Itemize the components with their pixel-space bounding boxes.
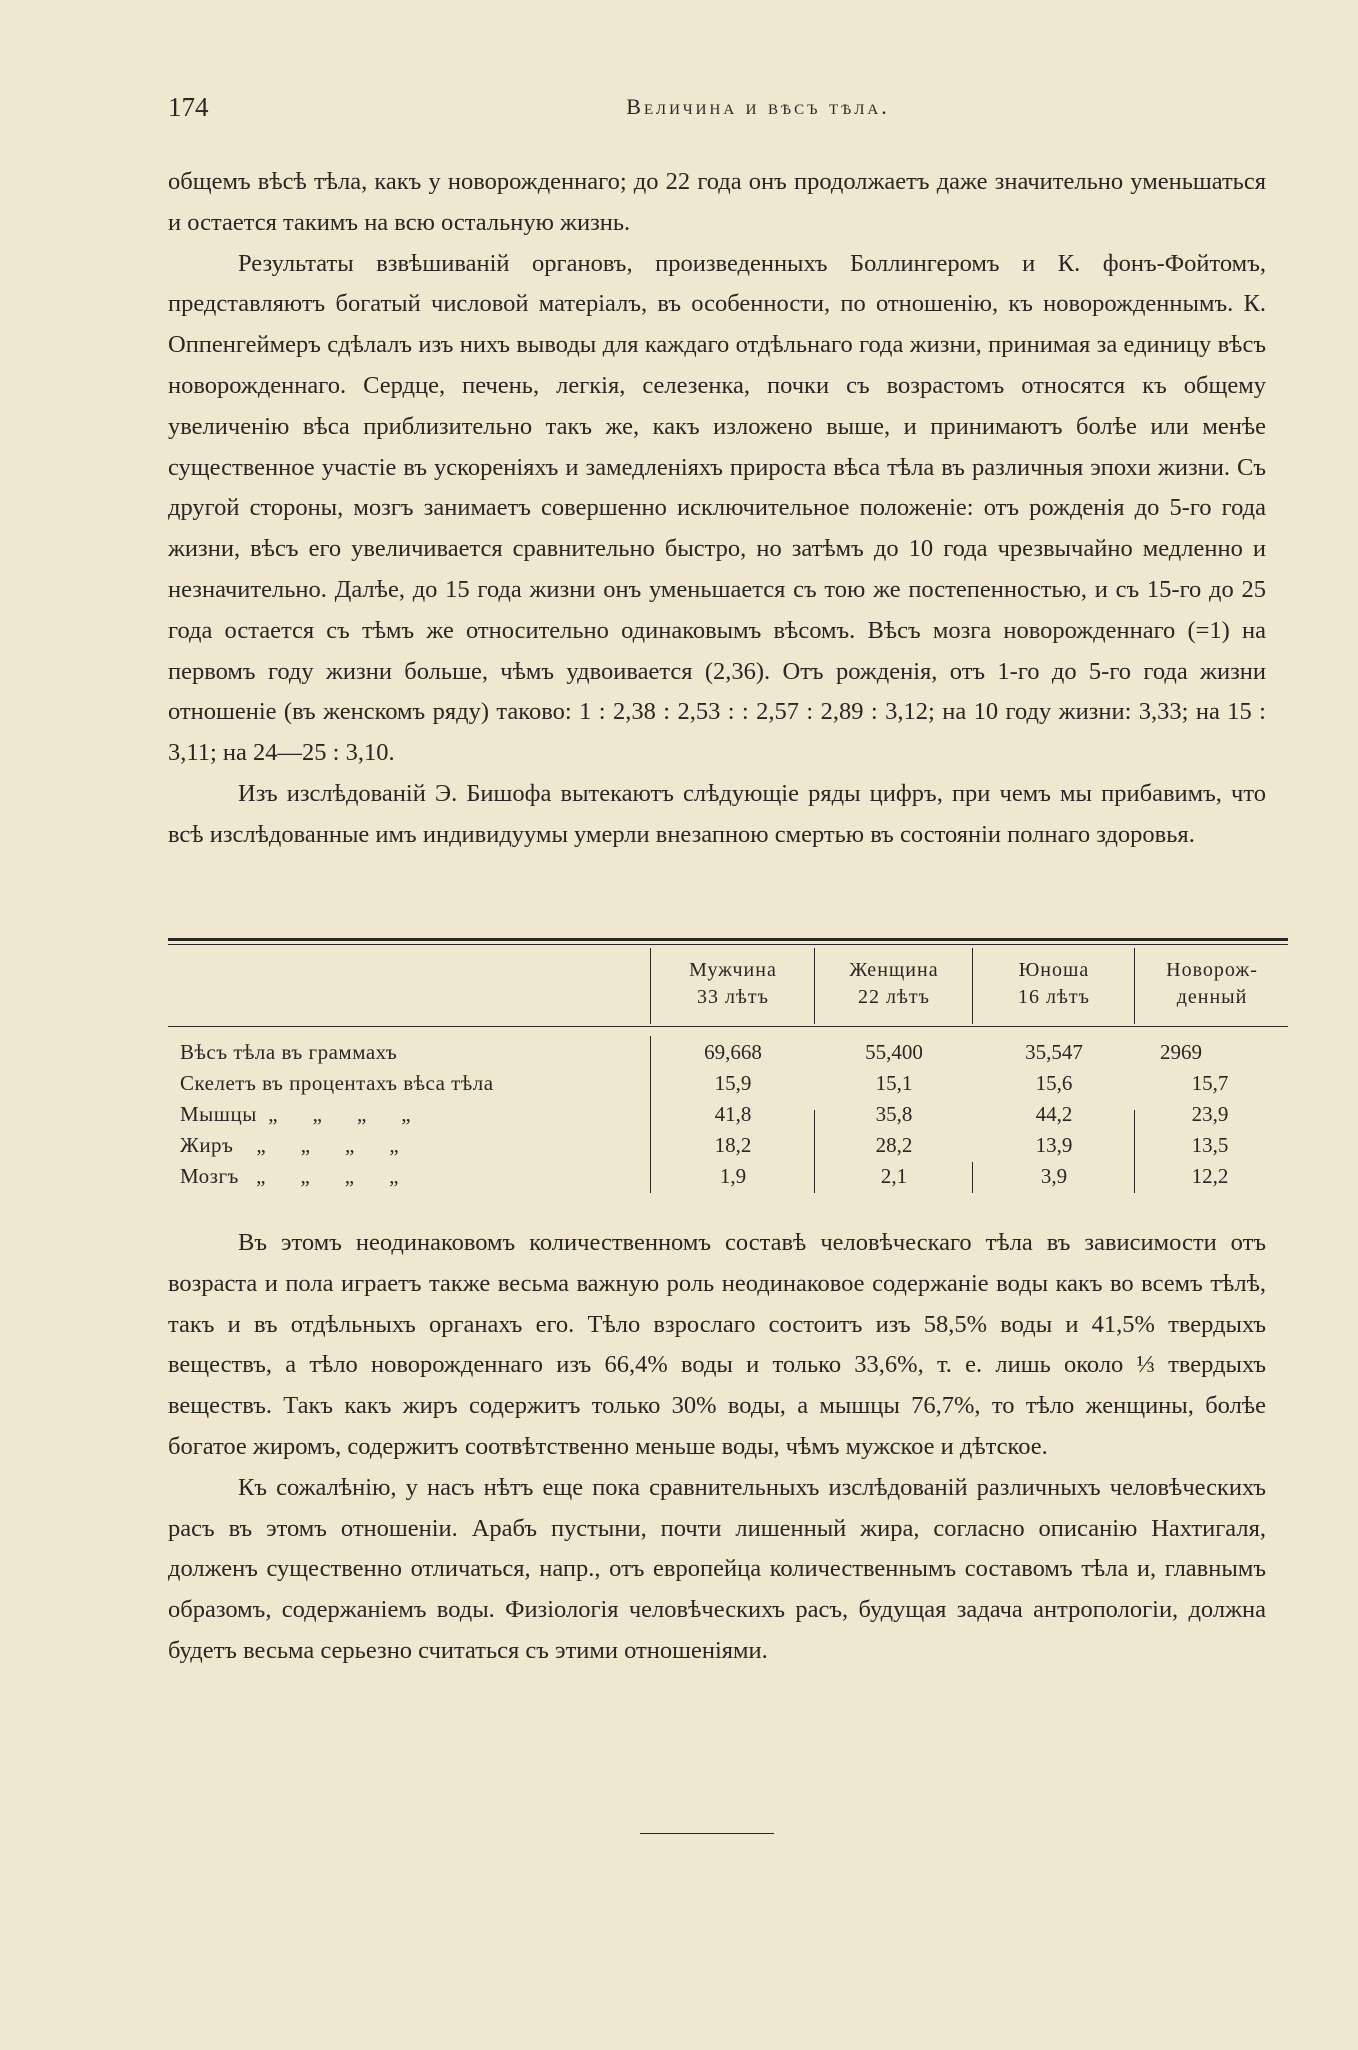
column-divider: [814, 1110, 815, 1193]
table-cell: 13,5: [1191, 1133, 1229, 1157]
table-cell: 35,8: [875, 1102, 913, 1126]
table-top-rule: [168, 938, 1288, 941]
table-cell: 15,7: [1191, 1071, 1229, 1095]
table-cell: 2969: [1160, 1040, 1202, 1064]
row-label: Жиръ „ „ „ „: [180, 1133, 400, 1157]
paragraph: Результаты взвѣшиваній органовъ, произведенныхъ Боллингеромъ и К. фонъ-Фойтомъ, представляютъ богатый числовой матеріалъ, въ особенности, по отношенію, къ новорожденнымъ. К. Оппенгеймеръ сдѣлалъ изъ нихъ выводы для каждаго отдѣльнаго года жизни, принимая за единицу вѣсъ новорожденнаго. Сердце, печень, легкія, селезенка, почки съ возрастомъ относятся къ общему увеличенію вѣса приблизительно такъ же, какъ изложено выше, и принимаютъ болѣе или менѣе существенное участіе въ ускореніяхъ и замедленіяхъ прироста вѣса тѣла въ различныя эпохи жизни. Съ другой стороны, мозгъ занимаетъ совершенно исключительное положеніе: отъ рожденія до 5-го года жизни, вѣсъ его увеличивается сравнительно быстро, но затѣмъ до 10 года чрезвычайно медленно и незначительно. Далѣе, до 15 года жизни онъ уменьшается съ тою же постепенностью, и съ 15-го до 25 года остается съ тѣмъ же относительно одинаковымъ вѣсомъ. Вѣсъ мозга новорожденнаго (=1) на первомъ году жизни больше, чѣмъ удвоивается (2,36). Отъ рожденія, отъ 1-го до 5-го года жизни отношеніе (въ женскомъ ряду) таково: 1 : 2,38 : 2,53 : : 2,57 : 2,89 : 3,12; на 10 году жизни: 3,33; на 15 : 3,11; на 24—25 : 3,10.: [168, 249, 1266, 767]
column-header-man: Мужчина 33 лѣтъ: [689, 959, 777, 1008]
row-label: Вѣсъ тѣла въ граммахъ: [180, 1040, 398, 1064]
column-divider: [814, 948, 815, 1024]
table-cell: 3,9: [1040, 1164, 1068, 1188]
page-header: [168, 92, 1268, 132]
column-divider: [650, 948, 651, 1024]
end-rule: [640, 1833, 774, 1834]
paragraph: общемъ вѣсѣ тѣла, какъ у новорожденнаго; до 22 года онъ продолжаетъ даже значительно уменьшаться и остается такимъ на всю остальную жизнь.: [168, 168, 1266, 236]
table-cell: 28,2: [875, 1133, 913, 1157]
table-cell: 23,9: [1191, 1102, 1229, 1126]
text-block-top: [168, 162, 1266, 856]
page-number: 174: [168, 92, 209, 122]
table-top-rule-thin: [168, 944, 1288, 945]
table-cell: 35,547: [1025, 1040, 1083, 1064]
table-cell: 41,8: [714, 1102, 752, 1126]
paragraph: Изъ изслѣдованій Э. Бишофа вытекаютъ слѣдующіе ряды цифръ, при чемъ мы прибавимъ, что всѣ изслѣдованные имъ индивидуумы умерли внезапною смертью въ состояніи полнаго здоровья.: [168, 779, 1266, 848]
column-divider: [972, 948, 973, 1024]
column-divider: [972, 1162, 973, 1193]
text-block-bottom: [168, 1223, 1266, 1672]
table-cell: 15,9: [714, 1071, 752, 1095]
column-header-woman: Женщина 22 лѣтъ: [849, 959, 939, 1008]
paragraph: Въ этомъ неодинаковомъ количественномъ составѣ человѣческаго тѣла въ зависимости отъ возраста и пола играетъ также весьма важную роль неодинаковое содержаніе воды какъ во всемъ тѣлѣ, такъ и въ отдѣльныхъ органахъ его. Тѣло взрослаго состоитъ изъ 58,5% воды и 41,5% твердыхъ веществъ, а тѣло новорожденнаго изъ 66,4% воды и только 33,6%, т. е. лишь около ⅓ твердыхъ веществъ. Такъ какъ жиръ содержитъ только 30% воды, а мышцы 76,7%, то тѣло женщины, болѣе богатое жиромъ, содержитъ соотвѣтственно меньше воды, чѣмъ мужское и дѣтское.: [168, 1229, 1266, 1460]
table-cell: 15,1: [875, 1071, 913, 1095]
column-divider: [650, 1036, 651, 1193]
row-label: Мозгъ „ „ „ „: [180, 1164, 399, 1188]
column-divider: [1134, 1110, 1135, 1193]
table-cell: 12,2: [1191, 1164, 1229, 1188]
table-header-rule: [168, 1026, 1288, 1027]
column-divider: [1134, 948, 1135, 1024]
column-header-youth: Юноша 16 лѣтъ: [1018, 959, 1090, 1008]
table-cell: 13,9: [1035, 1133, 1073, 1157]
running-title: Величина и вѣсъ тѣла.: [626, 94, 890, 119]
table-cell: 1,9: [719, 1164, 747, 1188]
table-cell: 15,6: [1035, 1071, 1073, 1095]
row-label: Мышцы „ „ „ „: [180, 1102, 412, 1126]
column-header-newborn: Новорож- денный: [1166, 959, 1258, 1008]
table-cell: 55,400: [865, 1040, 923, 1064]
paragraph: Къ сожалѣнію, у насъ нѣтъ еще пока сравнительныхъ изслѣдованій различныхъ человѣческихъ расъ въ этомъ отношеніи. Арабъ пустыни, почти лишенный жира, согласно описанію Нахтигаля, долженъ существенно отличаться, напр., отъ европейца количественнымъ составомъ тѣла и, главнымъ образомъ, содержаніемъ воды. Физіологія человѣческихъ расъ, будущая задача антропологіи, должна будетъ весьма серьезно считаться съ этими отношеніями.: [168, 1473, 1266, 1664]
data-table: [168, 938, 1288, 1202]
row-label: Скелетъ въ процентахъ вѣса тѣла: [180, 1071, 494, 1095]
table-cell: 44,2: [1035, 1102, 1073, 1126]
table-cell: 2,1: [880, 1164, 908, 1188]
table-cell: 69,668: [704, 1040, 762, 1064]
table-cell: 18,2: [714, 1133, 752, 1157]
